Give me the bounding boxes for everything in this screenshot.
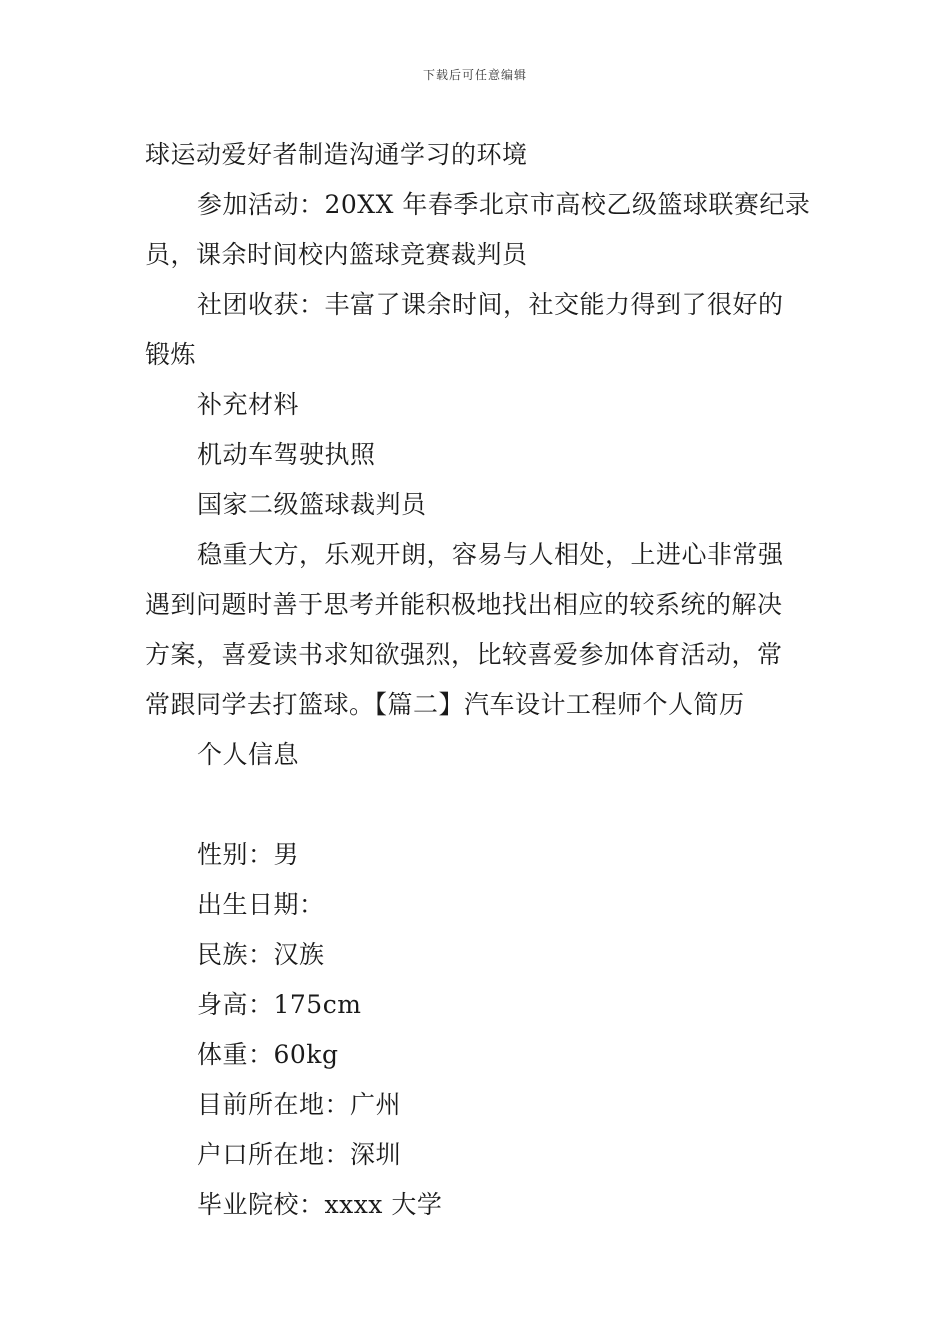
text-line: 常跟同学去打篮球。【篇二】汽车设计工程师个人简历	[145, 690, 745, 719]
text-line: 遇到问题时善于思考并能积极地找出相应的较系统的解决	[145, 590, 783, 619]
info-line: 民族：汉族	[197, 940, 325, 969]
info-line: 目前所在地：广州	[197, 1090, 402, 1119]
text-line: 机动车驾驶执照	[197, 440, 376, 469]
info-line: 体重：60kg	[197, 1040, 339, 1069]
text-line: 国家二级篮球裁判员	[197, 490, 427, 519]
text-line: 稳重大方，乐观开朗，容易与人相处，上进心非常强	[197, 540, 784, 569]
page-header-note: 下载后可任意编辑	[422, 68, 527, 82]
info-line: 毕业院校：xxxx 大学	[197, 1190, 443, 1219]
info-line: 户口所在地：深圳	[197, 1140, 402, 1169]
info-line: 性别：男	[197, 840, 300, 869]
blank-line	[145, 780, 810, 830]
text-line: 员，课余时间校内篮球竞赛裁判员	[145, 240, 528, 269]
document-body	[145, 130, 810, 1230]
text-line: 参加活动：20XX 年春季北京市高校乙级篮球联赛纪录	[197, 190, 811, 219]
info-line: 身高：175cm	[197, 990, 362, 1019]
text-line: 方案，喜爱读书求知欲强烈，比较喜爱参加体育活动，常	[145, 640, 783, 669]
info-line: 出生日期：	[197, 890, 325, 919]
text-line: 球运动爱好者制造沟通学习的环境	[145, 140, 528, 169]
text-line: 锻炼	[145, 340, 197, 369]
section-heading: 个人信息	[197, 740, 300, 769]
text-line: 社团收获：丰富了课余时间，社交能力得到了很好的	[197, 290, 784, 319]
section-heading: 补充材料	[197, 390, 300, 419]
